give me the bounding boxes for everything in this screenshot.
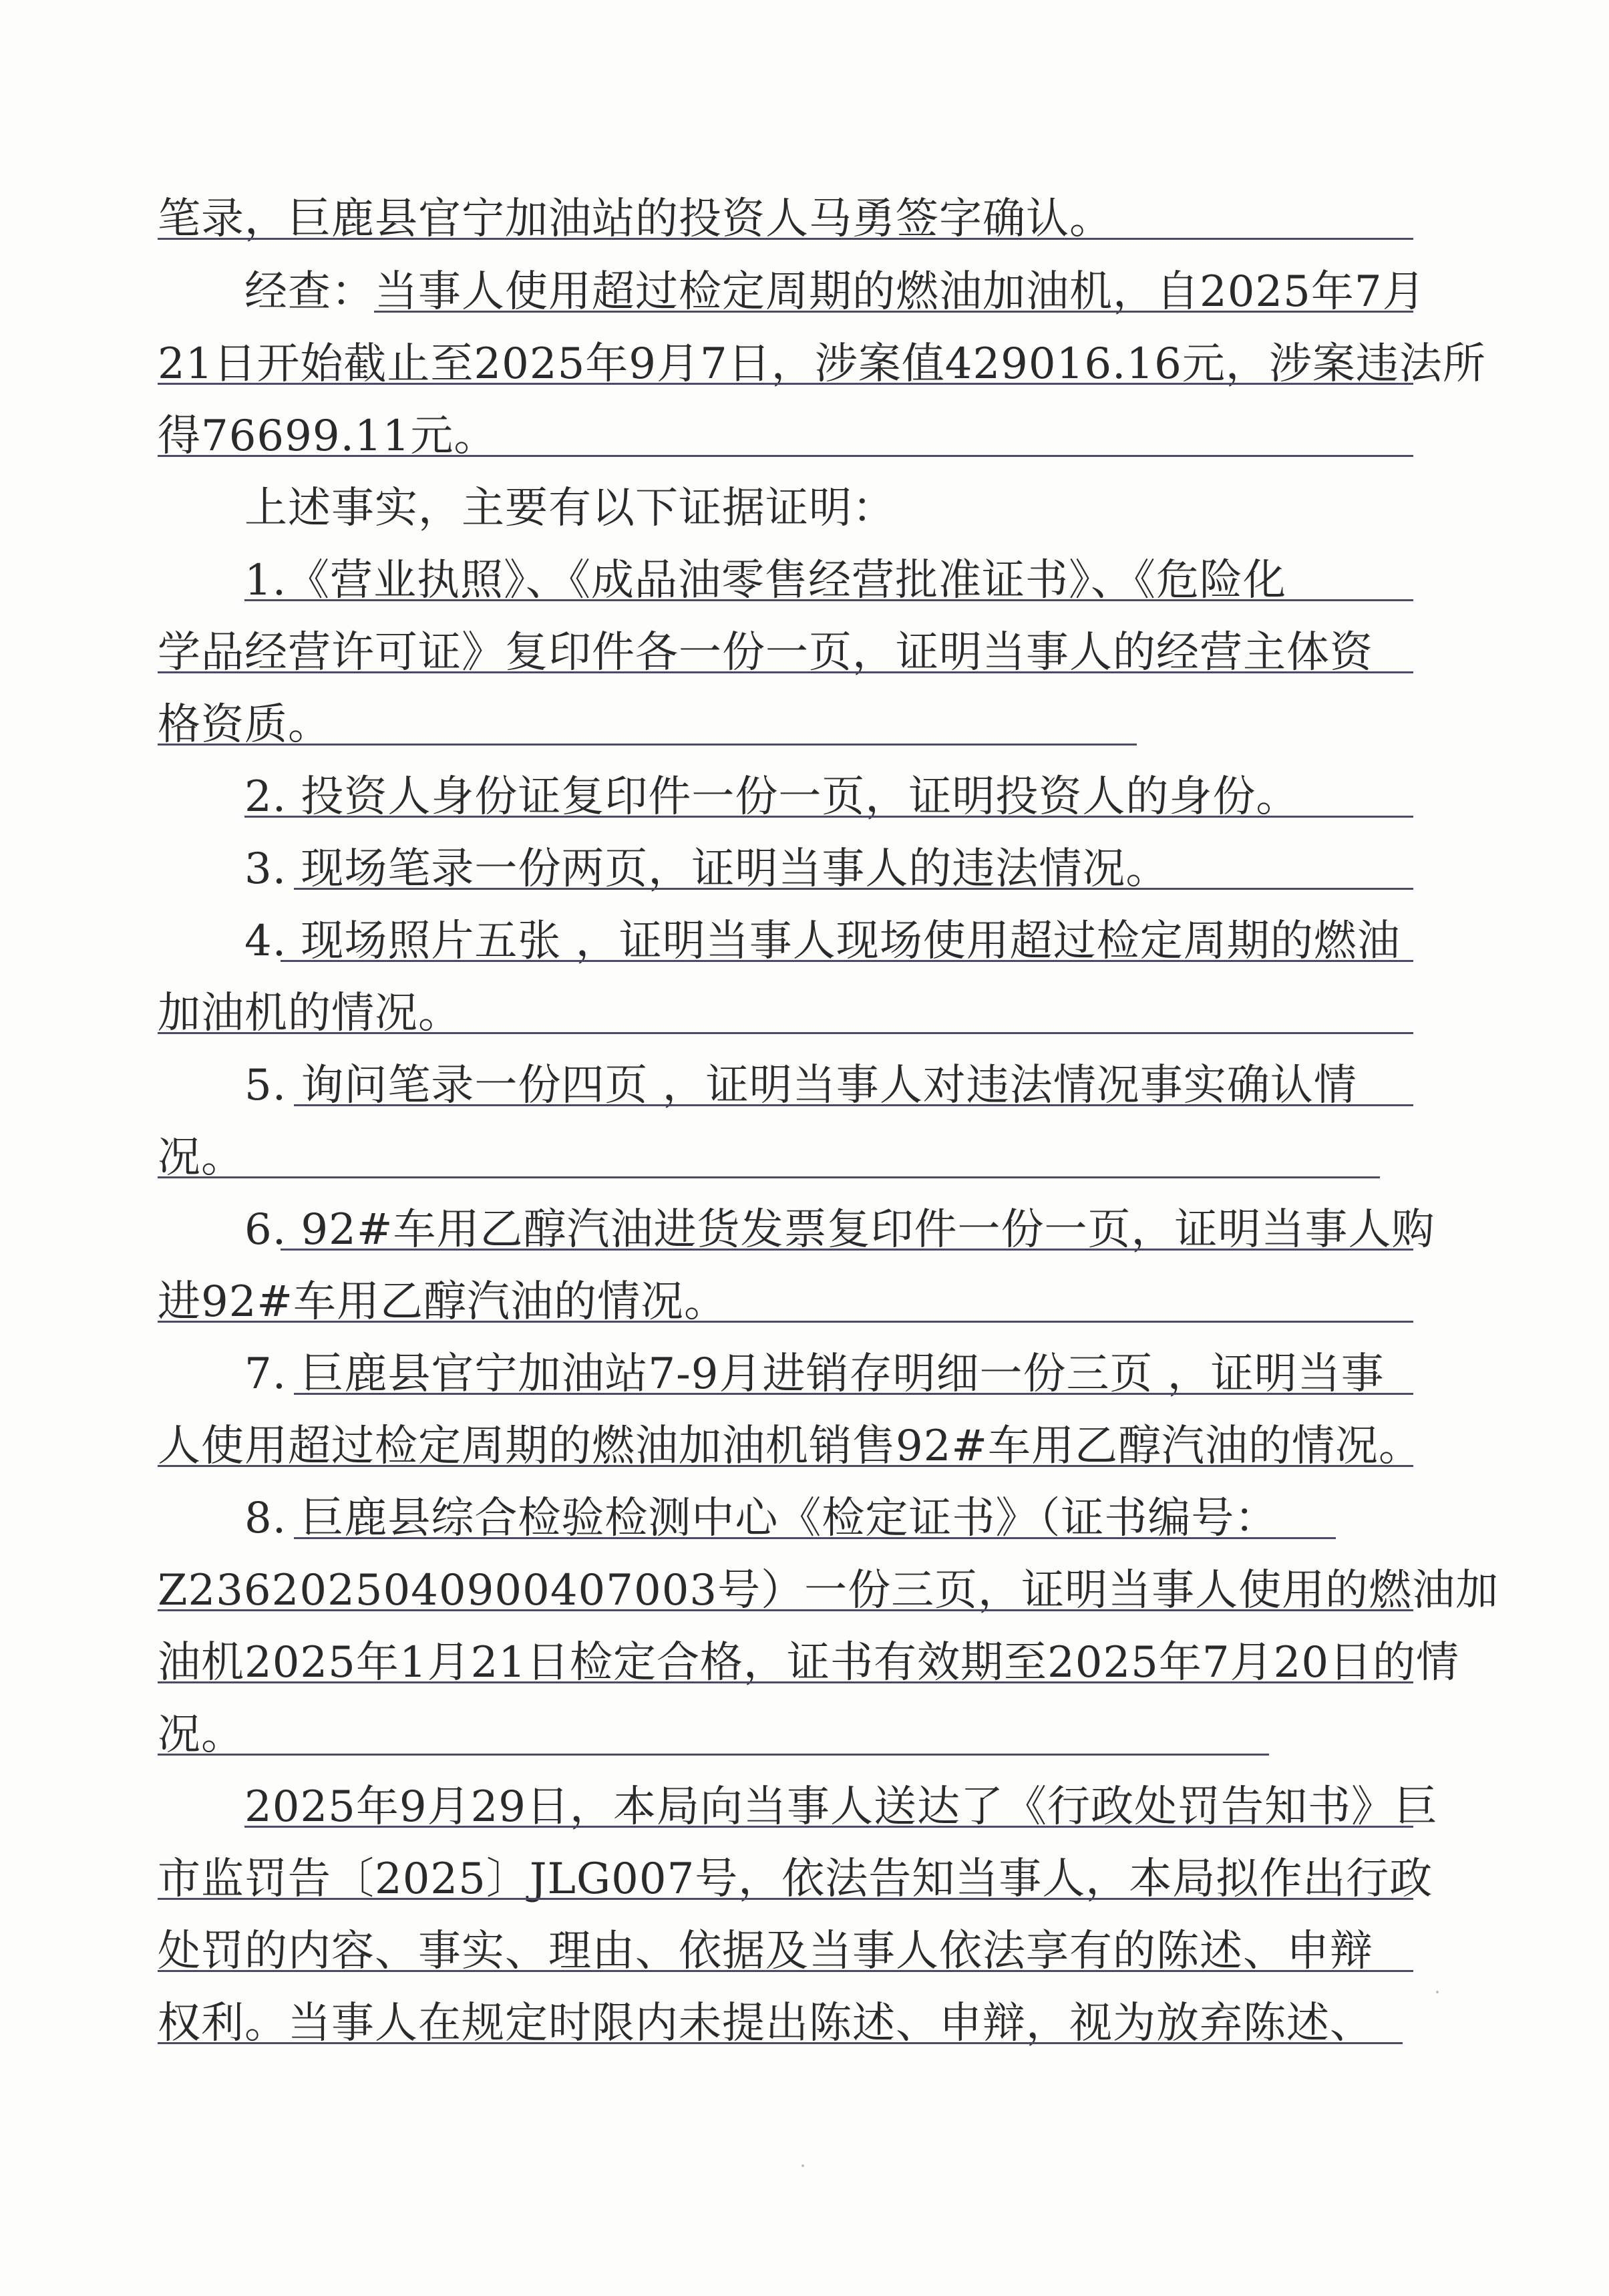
underline <box>244 816 1413 818</box>
evidence-8-line-1: 8. 巨鹿县综合检验检测中心《检定证书》（证书编号： <box>244 1494 1278 1543</box>
underline <box>158 744 1137 746</box>
underline <box>158 2042 1403 2044</box>
underline <box>158 455 1413 457</box>
underline <box>294 1537 1336 1539</box>
underline <box>158 1032 1413 1034</box>
evidence-7-line-2: 人使用超过检定周期的燃油加油机销售92#车用乙醇汽油的情况。 <box>158 1422 1423 1471</box>
underline <box>158 1609 1413 1611</box>
underline <box>294 1104 1413 1106</box>
underline <box>158 238 1413 240</box>
evidence-1-line-3: 格资质。 <box>158 700 331 750</box>
notice-line-1: 2025年9月29日，本局向当事人送达了《行政处罚告知书》巨 <box>244 1782 1439 1832</box>
evidence-8-line-3: 油机2025年1月21日检定合格，证书有效期至2025年7月20日的情 <box>158 1638 1460 1687</box>
underline <box>244 599 1413 601</box>
underline <box>294 888 1413 890</box>
evidence-4-line-1: 4. 现场照片五张 ，证明当事人现场使用超过检定周期的燃油 <box>244 917 1401 966</box>
evidence-1-line-1: 1.《营业执照》、《成品油零售经营批准证书》、《危险化 <box>244 556 1287 605</box>
underline <box>244 1826 1413 1828</box>
underline <box>158 1754 1269 1756</box>
evidence-7-line-1: 7. 巨鹿县官宁加油站7-9月进销存明细一份三页 ，证明当事 <box>244 1349 1385 1399</box>
notice-line-3: 处罚的内容、事实、理由、依据及当事人依法享有的陈述、申辩 <box>158 1927 1373 1976</box>
evidence-6-line-2: 进92#车用乙醇汽油的情况。 <box>158 1277 728 1327</box>
underline <box>158 1898 1413 1900</box>
notice-line-4: 权利。当事人在规定时限内未提出陈述、申辩，视为放弃陈述、 <box>158 1999 1373 2048</box>
underline <box>158 1465 1413 1467</box>
body-line-4: 得76699.11元。 <box>158 412 498 461</box>
evidence-8-line-2: Z2362025040900407003号）一份三页，证明当事人使用的燃油加 <box>158 1566 1499 1615</box>
underline <box>281 1249 1413 1251</box>
evidence-4-line-2: 加油机的情况。 <box>158 989 462 1038</box>
scan-speck <box>801 2164 804 2167</box>
evidence-3: 3. 现场笔录一份两页，证明当事人的违法情况。 <box>244 844 1170 894</box>
evidence-1-line-2: 学品经营许可证》复印件各一份一页，证明当事人的经营主体资 <box>158 628 1373 677</box>
underline <box>281 960 1413 962</box>
body-line-2: 经查：当事人使用超过检定周期的燃油加油机，自2025年7月 <box>244 267 1426 317</box>
underline <box>158 1176 1380 1178</box>
underline <box>158 1321 1413 1323</box>
underline <box>158 671 1413 673</box>
body-line-1: 笔录，巨鹿县官宁加油站的投资人马勇签字确认。 <box>158 194 1113 244</box>
evidence-5-line-2: 况。 <box>158 1133 244 1182</box>
body-line-5: 上述事实，主要有以下证据证明： <box>244 484 896 533</box>
underline <box>158 1681 1413 1683</box>
evidence-2: 2. 投资人身份证复印件一份一页，证明投资人的身份。 <box>244 772 1300 822</box>
scan-speck <box>1436 1991 1439 1993</box>
body-line-3: 21日开始截止至2025年9月7日，涉案值429016.16元，涉案违法所 <box>158 339 1486 389</box>
notice-line-2: 市监罚告〔2025〕JLG007号，依法告知当事人，本局拟作出行政 <box>158 1854 1433 1904</box>
underline <box>374 311 1413 313</box>
underline <box>158 1970 1413 1972</box>
underline <box>294 1393 1413 1395</box>
underline <box>158 383 1413 385</box>
evidence-5-line-1: 5. 询问笔录一份四页 ，证明当事人对违法情况事实确认情 <box>244 1061 1357 1110</box>
evidence-6-line-1: 6. 92#车用乙醇汽油进货发票复印件一份一页，证明当事人购 <box>244 1205 1435 1255</box>
evidence-8-line-4: 况。 <box>158 1710 244 1760</box>
